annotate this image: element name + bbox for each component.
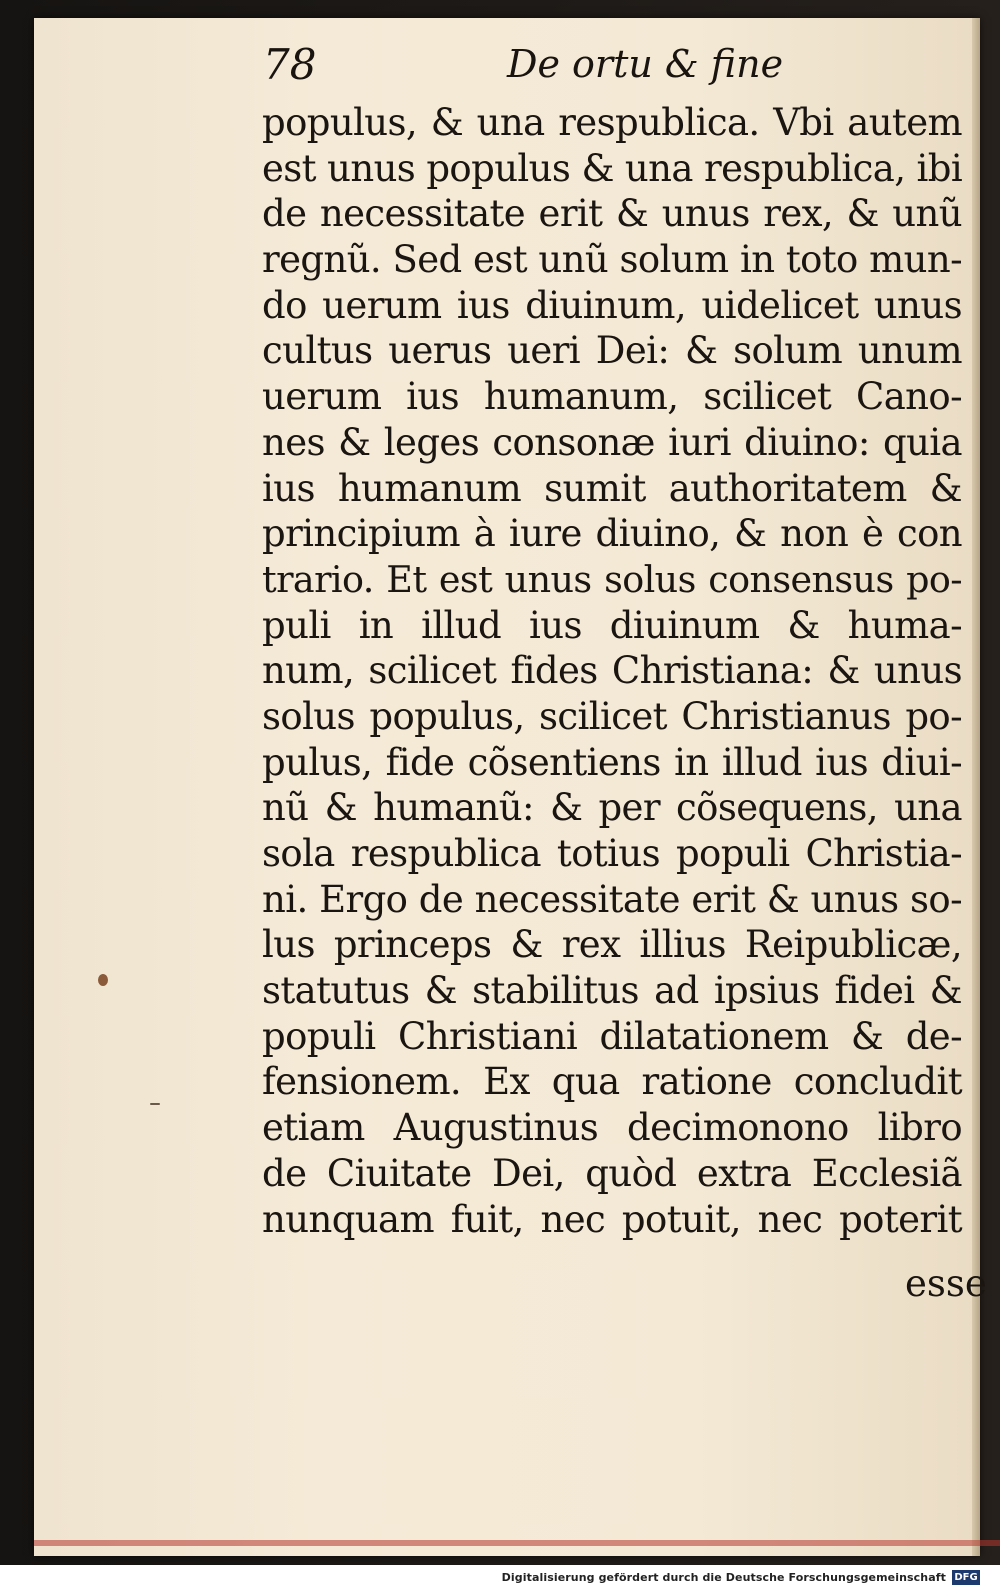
text-line: sola respublica totius populi Christia-: [262, 832, 962, 875]
text-line: ius humanum sumit authoritatem &: [262, 466, 962, 510]
text-line: est unus populus & una respublica, ibi: [262, 146, 963, 190]
text-line: puli in illud ius diuinum & huma-: [262, 603, 962, 647]
page-bottom-edge: [34, 1540, 1000, 1546]
text-line: fensionem. Ex qua ratione concludit: [262, 1060, 962, 1104]
text-line: pulus, fide cõsentiens in illud ius diui-: [262, 740, 962, 784]
catchword: esse: [905, 1262, 987, 1305]
page-edge: [972, 18, 980, 1556]
ink-speck: [150, 1103, 160, 1105]
text-line: num, scilicet fides Christiana: & unus: [262, 649, 962, 693]
ink-speck: [98, 974, 108, 986]
text-line: populi Christiani dilatationem & de-: [262, 1014, 962, 1058]
text-line: trario. Et est unus solus consensus po-: [262, 557, 962, 601]
text-line: regnũ. Sed est unũ solum in toto mun-: [262, 238, 962, 282]
dfg-logo: DFG: [952, 1570, 980, 1585]
text-line: uerum ius humanum, scilicet Cano-: [262, 375, 962, 419]
text-line: solus populus, scilicet Christianus po-: [262, 694, 962, 738]
text-line: de necessitate erit & unus rex, & unũ: [262, 192, 962, 236]
text-line: ni. Ergo de necessitate erit & unus so-: [262, 877, 962, 921]
text-line: principium à iure diuino, & non è con: [262, 512, 962, 556]
text-line: nes & leges consonæ iuri diuino: quia: [262, 420, 962, 464]
text-line: lus princeps & rex illius Reipublicæ,: [262, 923, 962, 967]
body-text: [262, 100, 962, 1242]
text-line: cultus uerus ueri Dei: & solum unum: [262, 329, 962, 373]
text-line: populus, & una respublica. Vbi autem: [262, 101, 962, 144]
text-line: nunquam fuit, nec potuit, nec poterit: [262, 1197, 962, 1241]
text-line: statutus & stabilitus ad ipsius fidei &: [262, 969, 962, 1013]
page-number: 78: [263, 40, 317, 89]
footer-credit: Digitalisierung gefördert durch die Deutsche Forschungsgemeinschaft: [501, 1571, 946, 1584]
text-line: de Ciuitate Dei, quòd extra Ecclesiã: [262, 1151, 962, 1195]
running-head: De ortu & fine: [507, 42, 784, 86]
text-line: do uerum ius diuinum, uidelicet unus: [262, 283, 962, 327]
footer-bar: [0, 1565, 1000, 1592]
text-line: etiam Augustinus decimonono libro: [262, 1106, 962, 1150]
text-line: nũ & humanũ: & per cõsequens, una: [262, 786, 962, 830]
page-header: [263, 40, 783, 100]
